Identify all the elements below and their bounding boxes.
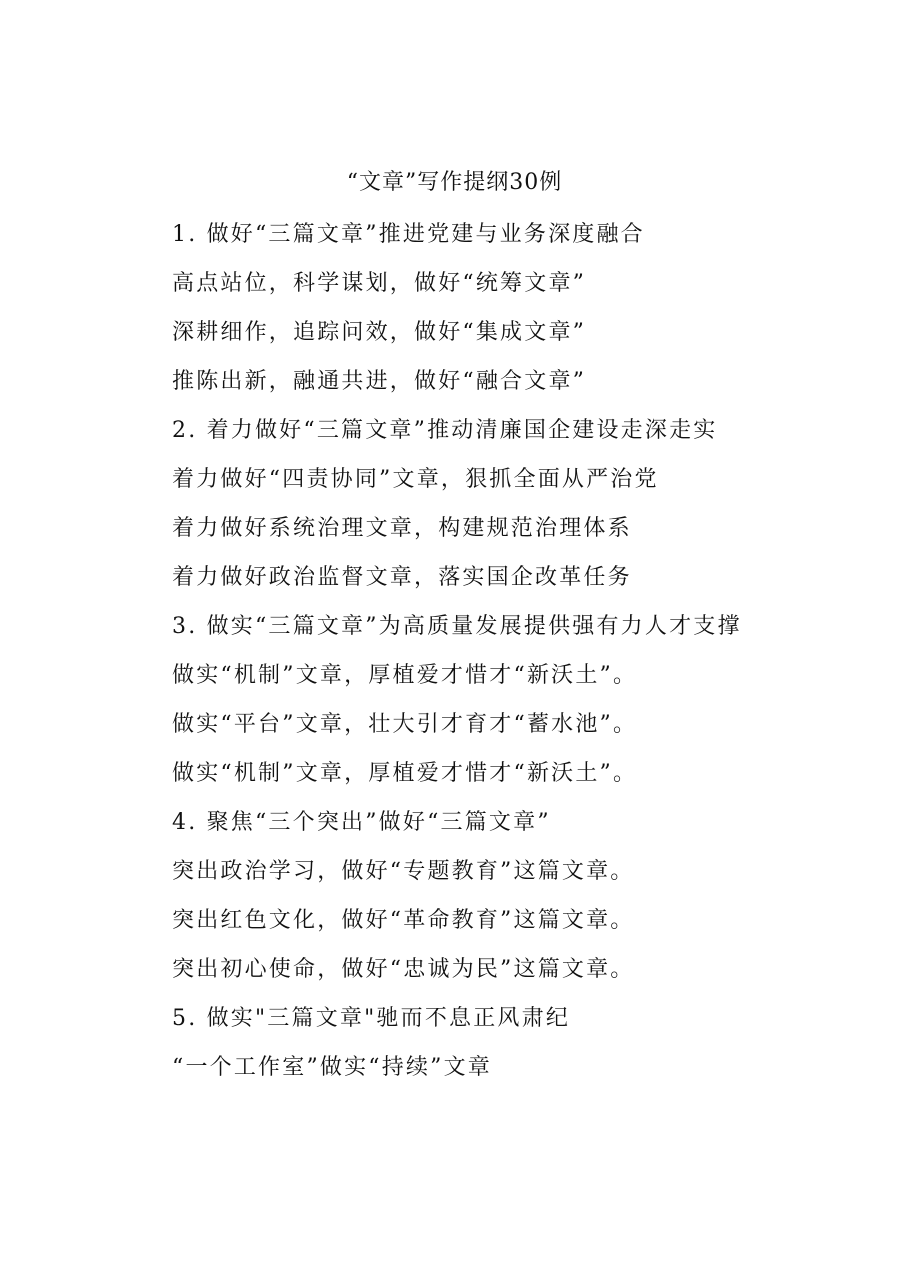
text-line: 突出红色文化，做好“革命教育”这篇文章。 bbox=[172, 908, 635, 933]
text-line: 高点站位，科学谋划，做好“统筹文章” bbox=[172, 271, 587, 296]
text-line: 着力做好政治监督文章，落实国企改革任务 bbox=[172, 565, 632, 590]
heading-line-5: 5. 做实"三篇文章"驰而不息正风肃纪 bbox=[172, 1006, 571, 1031]
text-line: 突出初心使命，做好“忠诚为民”这篇文章。 bbox=[172, 957, 635, 982]
heading-line-3: 3. 做实“三篇文章”为高质量发展提供强有力人才支撑 bbox=[172, 614, 742, 639]
text-line: 做实“平台”文章，壮大引才育才“蓄水池”。 bbox=[172, 712, 638, 737]
heading-line-2: 2. 着力做好“三篇文章”推动清廉国企建设走深走实 bbox=[172, 418, 718, 443]
text-line: “一个工作室”做实“持续”文章 bbox=[172, 1055, 492, 1080]
document-title: “文章”写作提纲30例 bbox=[346, 170, 563, 195]
heading-line-1: 1. 做好“三篇文章”推进党建与业务深度融合 bbox=[172, 222, 645, 247]
heading-line-4: 4. 聚焦“三个突出”做好“三篇文章” bbox=[172, 810, 551, 835]
document-body bbox=[172, 218, 892, 1100]
text-line: 深耕细作，追踪问效，做好“集成文章” bbox=[172, 320, 587, 345]
text-line: 推陈出新，融通共进，做好“融合文章” bbox=[172, 369, 587, 394]
text-line: 着力做好“四责协同”文章，狠抓全面从严治党 bbox=[172, 467, 659, 492]
text-line: 着力做好系统治理文章，构建规范治理体系 bbox=[172, 516, 632, 541]
text-line: 做实“机制”文章，厚植爱才惜才“新沃土”。 bbox=[172, 663, 638, 688]
text-line: 做实“机制”文章，厚植爱才惜才“新沃土”。 bbox=[172, 761, 638, 786]
text-line: 突出政治学习，做好“专题教育”这篇文章。 bbox=[172, 859, 635, 884]
